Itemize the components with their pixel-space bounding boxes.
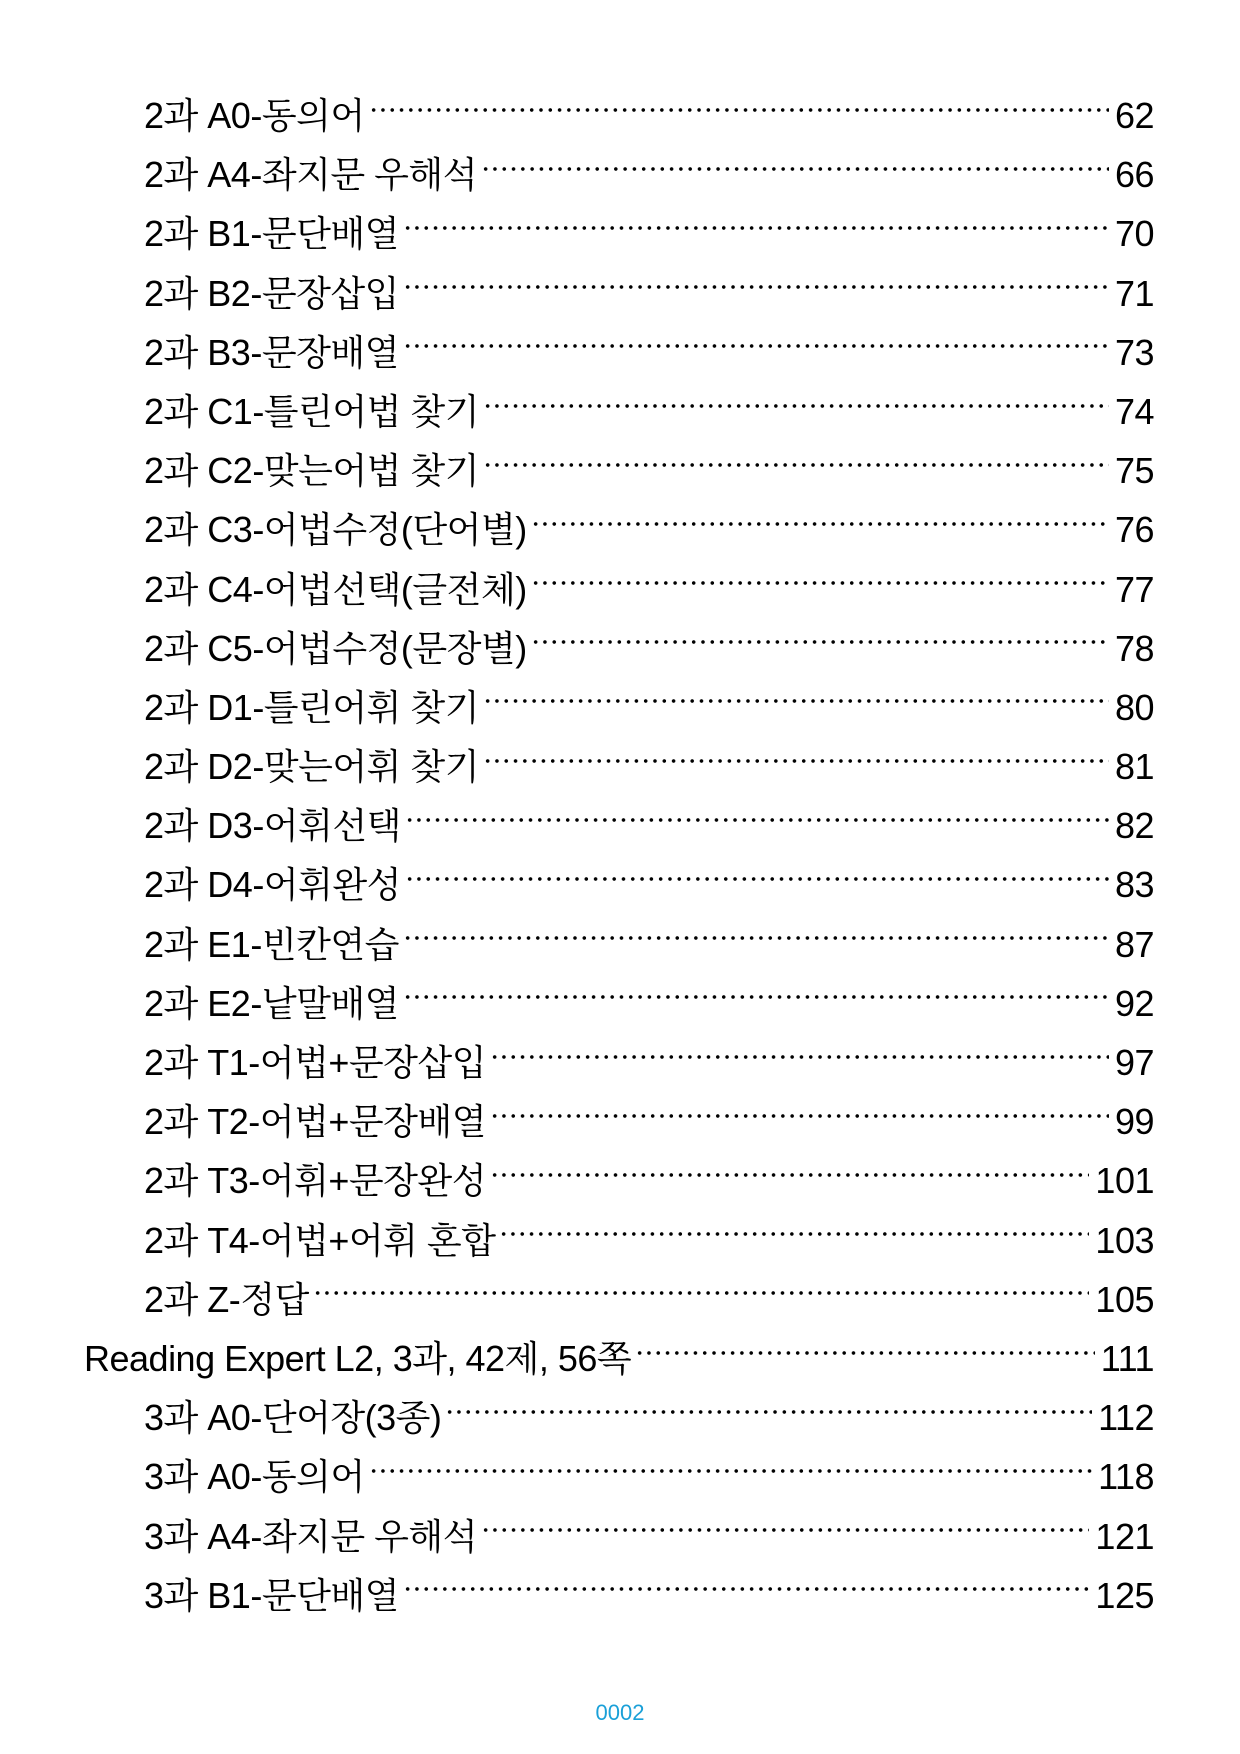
dot-leader — [483, 460, 1109, 470]
toc-entry[interactable] — [0, 1270, 1240, 1329]
toc-entry[interactable] — [0, 974, 1240, 1033]
dot-leader — [403, 341, 1109, 351]
toc-entry-title: 3과 A0-단어장(3종) — [144, 1397, 442, 1439]
toc-entry-title: 2과 T1-어법+문장삽입 — [144, 1042, 486, 1083]
dot-leader — [483, 401, 1109, 411]
toc-entry-title: 2과 A4-좌지문 우해석 — [144, 154, 477, 196]
dot-leader — [481, 1525, 1089, 1535]
toc-entry-page: 103 — [1095, 1219, 1154, 1261]
toc-entry-title: 3과 B1-문단배열 — [144, 1574, 399, 1616]
toc-entry-page: 92 — [1114, 982, 1154, 1024]
toc-entry-page: 62 — [1114, 95, 1154, 136]
toc-entry[interactable] — [0, 500, 1240, 559]
toc-entry-page: 111 — [1100, 1337, 1154, 1379]
toc-entry[interactable] — [0, 323, 1240, 382]
toc-entry-page: 112 — [1098, 1397, 1154, 1439]
toc-entry-title: 2과 Z-정답 — [144, 1278, 309, 1320]
dot-leader — [405, 874, 1109, 884]
toc-entry[interactable] — [0, 619, 1240, 678]
toc-entry-title: 2과 T3-어휘+문장완성 — [144, 1160, 486, 1202]
toc-entry-title: 2과 B3-문장배열 — [144, 331, 399, 373]
toc-entry-page: 101 — [1095, 1160, 1154, 1202]
toc-entry[interactable] — [0, 560, 1240, 619]
toc-entry-title: 2과 T4-어법+어휘 혼합 — [144, 1219, 496, 1261]
toc-entry-page: 70 — [1114, 213, 1154, 255]
toc-entry-title: 3과 A0-동의어 — [144, 1456, 365, 1498]
dot-leader — [490, 1052, 1109, 1062]
toc-entry[interactable] — [0, 264, 1240, 323]
toc-entry[interactable] — [0, 145, 1240, 204]
toc-entry-title: 2과 B1-문단배열 — [144, 213, 399, 255]
page-number: 0002 — [595, 1700, 645, 1725]
toc-entry-title: 2과 B2-문장삽입 — [144, 272, 399, 314]
toc-entry[interactable] — [0, 737, 1240, 796]
dot-leader — [635, 1348, 1095, 1358]
toc-entry-title: 2과 D4-어휘완성 — [144, 864, 401, 906]
toc-entry[interactable] — [0, 1447, 1240, 1506]
dot-leader — [531, 578, 1109, 588]
toc-entry-page: 66 — [1114, 154, 1154, 196]
dot-leader — [481, 164, 1109, 174]
table-of-contents — [0, 86, 1240, 1625]
dot-leader — [531, 519, 1109, 529]
dot-leader — [499, 1229, 1089, 1239]
toc-entry[interactable] — [0, 382, 1240, 441]
toc-entry-page: 81 — [1114, 746, 1154, 788]
toc-entry[interactable] — [0, 1507, 1240, 1566]
toc-entry[interactable] — [0, 1151, 1240, 1210]
toc-entry-page: 77 — [1114, 568, 1154, 610]
toc-entry-page: 80 — [1114, 686, 1154, 728]
toc-entry-page: 83 — [1114, 864, 1154, 906]
toc-entry-title: 2과 E2-낱말배열 — [144, 982, 399, 1024]
toc-entry-page: 73 — [1114, 331, 1154, 373]
toc-entry-page: 99 — [1114, 1101, 1154, 1143]
toc-entry-page: 78 — [1114, 627, 1154, 669]
toc-entry[interactable] — [0, 915, 1240, 974]
dot-leader — [403, 1584, 1089, 1594]
toc-entry[interactable] — [0, 1033, 1240, 1092]
dot-leader — [490, 1111, 1109, 1121]
toc-entry-title: 2과 C2-맞는어법 찾기 — [144, 450, 479, 492]
dot-leader — [531, 637, 1109, 647]
toc-entry-page: 71 — [1114, 272, 1154, 314]
dot-leader — [369, 105, 1109, 115]
toc-entry[interactable] — [0, 204, 1240, 263]
dot-leader — [403, 933, 1109, 943]
dot-leader — [405, 815, 1109, 825]
toc-entry-page: 75 — [1114, 450, 1154, 492]
toc-entry[interactable] — [0, 86, 1240, 145]
toc-entry-title: 2과 E1-빈칸연습 — [144, 923, 399, 965]
dot-leader — [403, 223, 1109, 233]
dot-leader — [490, 1170, 1089, 1180]
toc-entry[interactable] — [0, 1211, 1240, 1270]
toc-entry-title: 2과 C1-틀린어법 찾기 — [144, 390, 479, 432]
toc-entry-title: 2과 C4-어법선택(글전체) — [144, 568, 527, 610]
dot-leader — [403, 992, 1109, 1002]
toc-entry-title: 2과 C3-어법수정(단어별) — [144, 509, 527, 551]
toc-entry[interactable] — [0, 678, 1240, 737]
toc-entry-page: 87 — [1114, 923, 1154, 965]
toc-entry-title: 3과 A4-좌지문 우해석 — [144, 1515, 477, 1557]
dot-leader — [445, 1407, 1092, 1417]
toc-entry[interactable] — [0, 855, 1240, 914]
dot-leader — [369, 1466, 1092, 1476]
toc-entry-page: 76 — [1114, 509, 1154, 551]
dot-leader — [483, 756, 1109, 766]
toc-entry-title: 2과 D3-어휘선택 — [144, 805, 401, 847]
dot-leader — [483, 696, 1109, 706]
toc-entry[interactable] — [0, 441, 1240, 500]
toc-entry-title: 2과 T2-어법+문장배열 — [144, 1101, 486, 1143]
toc-entry-page: 97 — [1114, 1042, 1154, 1083]
toc-entry-page: 74 — [1114, 390, 1154, 432]
toc-entry-title: 2과 D2-맞는어휘 찾기 — [144, 746, 479, 788]
toc-entry-title: Reading Expert L2, 3과, 42제, 56쪽 — [84, 1337, 632, 1379]
toc-entry[interactable] — [0, 1566, 1240, 1625]
toc-entry[interactable] — [0, 796, 1240, 855]
toc-entry-page: 121 — [1095, 1515, 1154, 1557]
toc-entry-page: 82 — [1114, 805, 1154, 847]
toc-entry[interactable] — [0, 1388, 1240, 1447]
dot-leader — [313, 1288, 1090, 1298]
toc-entry-title: 2과 C5-어법수정(문장별) — [144, 627, 527, 669]
toc-entry-page: 125 — [1095, 1574, 1154, 1616]
toc-entry-page: 118 — [1098, 1456, 1154, 1498]
toc-entry[interactable] — [0, 1092, 1240, 1151]
toc-entry-title: 2과 D1-틀린어휘 찾기 — [144, 686, 479, 728]
toc-section-heading[interactable] — [0, 1329, 1240, 1388]
toc-entry-title: 2과 A0-동의어 — [144, 95, 365, 136]
dot-leader — [403, 282, 1109, 292]
toc-entry-page: 105 — [1095, 1278, 1154, 1320]
